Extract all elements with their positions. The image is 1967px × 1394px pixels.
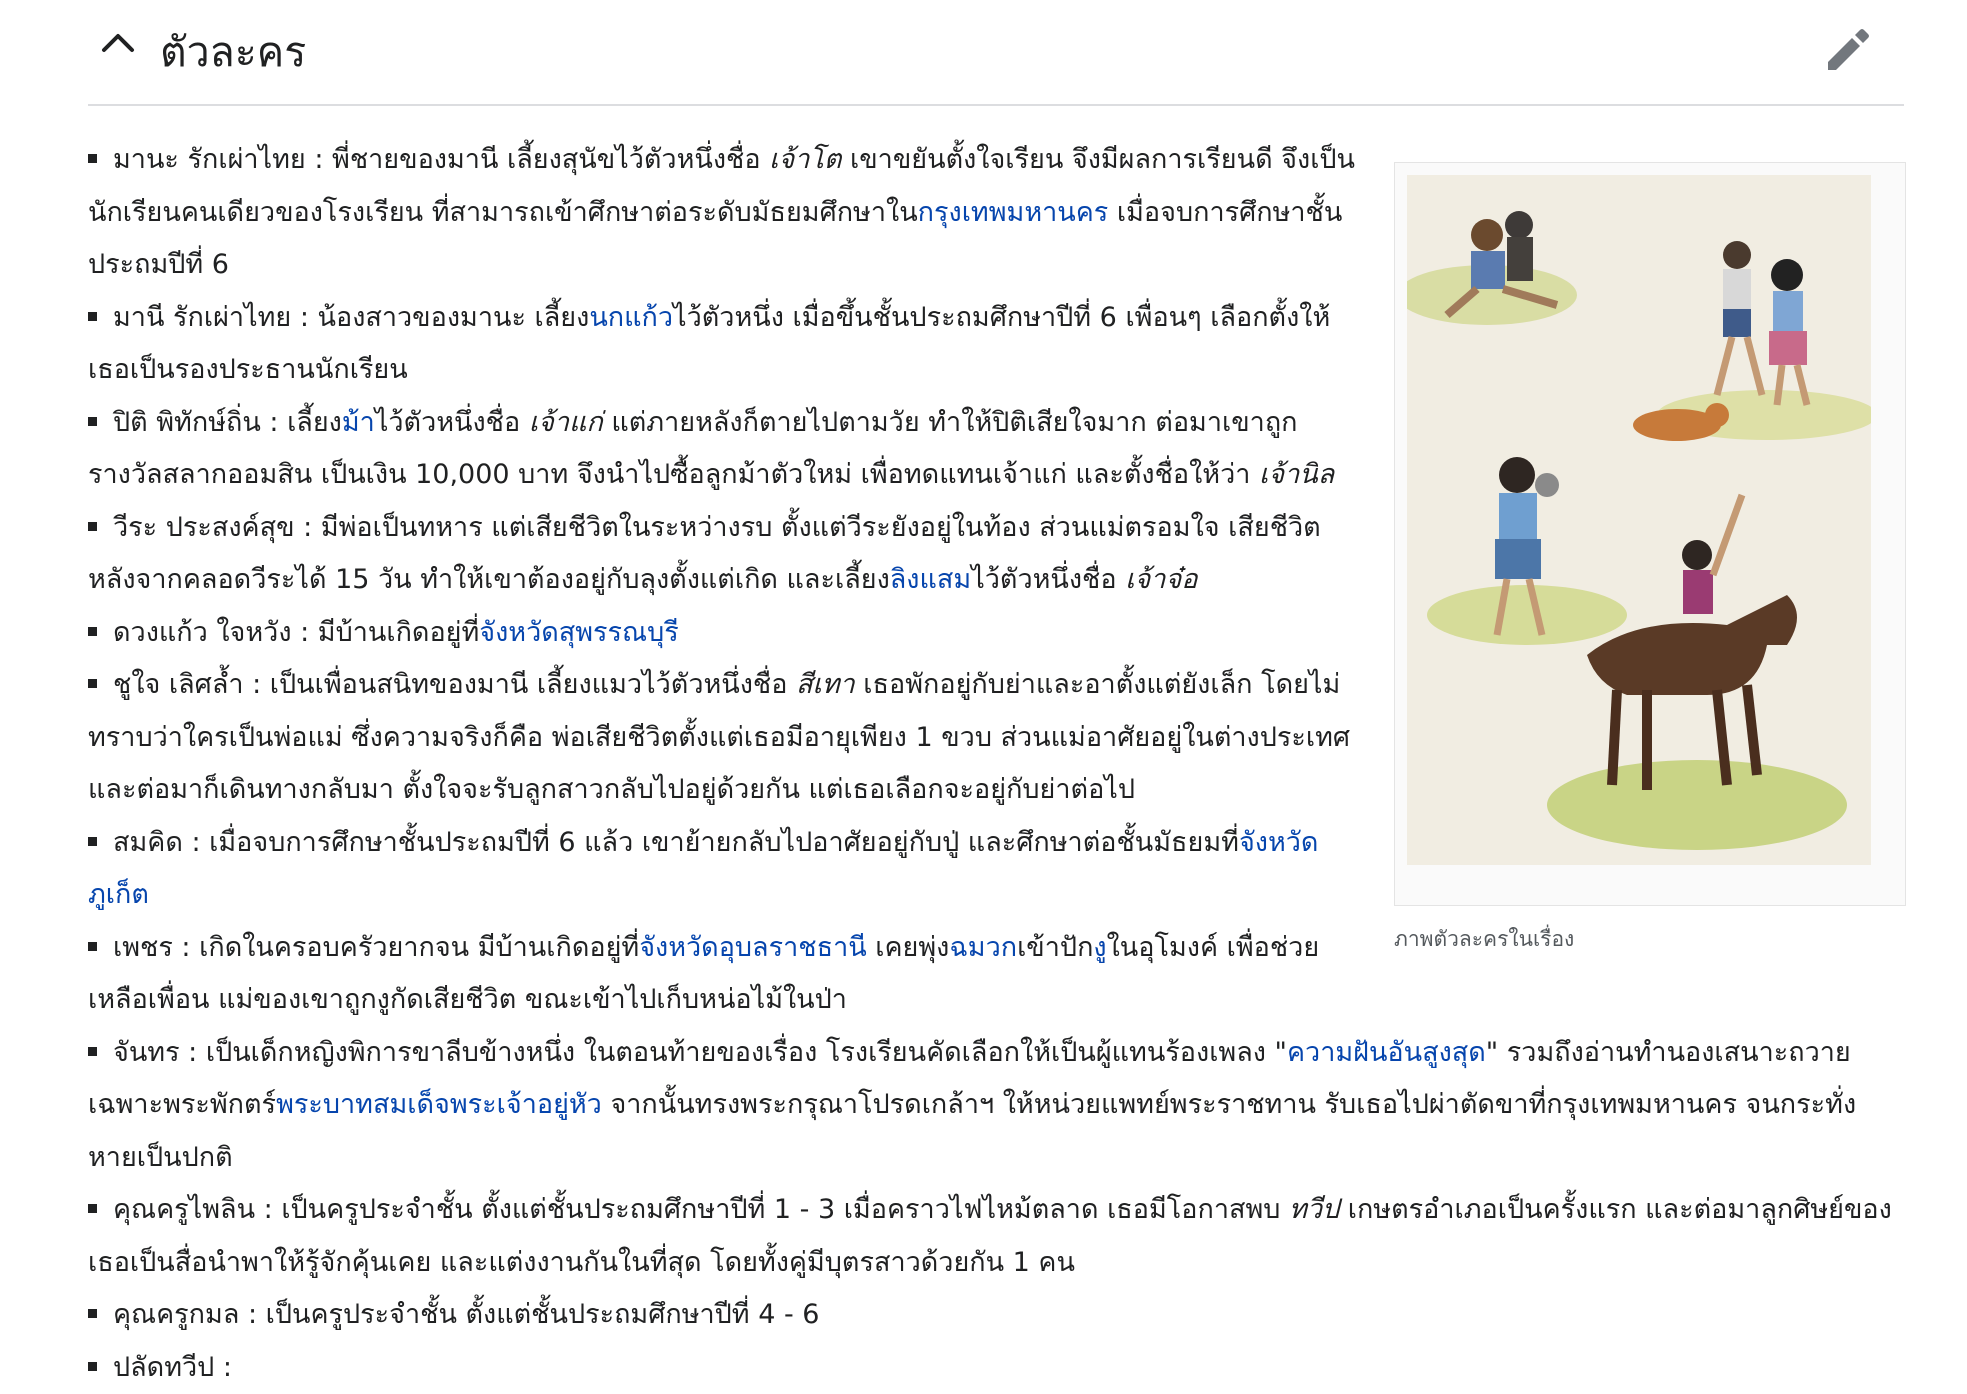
italic-name: ทวีป	[1289, 1194, 1339, 1225]
italic-name: เจ้าโต	[769, 144, 841, 175]
chevron-up-icon[interactable]	[98, 24, 138, 64]
item-text: เธอพักอยู่กับย่าและอาตั้งแต่ยังเล็ก โดยไม่ทราบว่าใครเป็นพ่อแม่ ซึ่งความจริงก็คือ พ่อเสียชีวิตตั้งแต่เธอมีอายุเพียง 1 ขวบ ส่วนแม่อาศัยอยู่ในต่างประเทศ และต่อมาก็เดินทางกลับมา ตั้งใจจะรับลูกสาวกลับไปอยู่ด้วยกัน แต่เธอเลือกจะอยู่กับย่าต่อไป	[88, 669, 1350, 805]
italic-name: เจ้าแก่	[529, 407, 603, 438]
bullet-icon	[88, 1362, 97, 1371]
item-text: ชูใจ เลิศล้ำ : เป็นเพื่อนสนิทของมานี เลี้ยงแมวไว้ตัวหนึ่งชื่อ	[113, 669, 796, 700]
item-text: " รวมถึงอ่านทำนองเสนาะถวาย เฉพาะพระพักตร์	[88, 1037, 1851, 1121]
item-text: คุณครูไพลิน : เป็นครูประจำชั้น ตั้งแต่ชั้นประถมศึกษาปีที่ 1 - 3 เมื่อคราวไฟไหม้ตลาด เธอมีโอกาสพบ	[113, 1194, 1289, 1225]
item-text: เกษตรอำเภอเป็นครั้งแรก และต่อมาลูกศิษย์ของเธอเป็นสื่อนำพาให้รู้จักคุ้นเคย และแต่งงานกันในที่สุด โดยทั้งคู่มีบุตรสาวด้วยกัน 1 คน	[88, 1194, 1892, 1278]
section-title: ตัวละคร	[160, 20, 306, 84]
item-text: คุณครูกมล : เป็นครูประจำชั้น ตั้งแต่ชั้นประถมศึกษาปีที่ 4 - 6	[113, 1299, 819, 1330]
figure	[1394, 162, 1904, 954]
item-text: เคยพุ่ง	[867, 932, 950, 963]
bullet-icon	[88, 522, 97, 531]
list-item	[88, 1184, 1904, 1289]
character-illustration[interactable]	[1407, 175, 1871, 865]
item-text: มานะ รักเผ่าไทย : พี่ชายของมานี เลี้ยงสุนัขไว้ตัวหนึ่งชื่อ	[113, 144, 769, 175]
item-text: สมคิด : เมื่อจบการศึกษาชั้นประถมปีที่ 6 แล้ว เขาย้ายกลับไปอาศัยอยู่กับปู่ และศึกษาต่อชั้นมัธยมที่	[113, 827, 1239, 858]
pencil-icon[interactable]	[1820, 22, 1876, 78]
list-item	[88, 1342, 1904, 1394]
section-content	[88, 134, 1904, 1394]
item-text: มานี รักเผ่าไทย : น้องสาวของมานะ เลี้ยง	[113, 302, 589, 333]
wiki-link[interactable]: ม้า	[342, 407, 375, 438]
wiki-link[interactable]: จังหวัดอุบลราชธานี	[639, 932, 866, 963]
item-text: วีระ ประสงค์สุข : มีพ่อเป็นทหาร แต่เสียชีวิตในระหว่างรบ ตั้งแต่วีระยังอยู่ในท้อง ส่วนแม่ตรอมใจ เสียชีวิตหลังจากคลอดวีระได้ 15 วัน ทำให้เขาต้องอยู่กับลุงตั้งแต่เกิด และเลี้ยง	[88, 512, 1321, 596]
italic-name: สีเทา	[796, 669, 855, 700]
section-header	[88, 0, 1904, 106]
item-text: ปลัดทวีป :	[113, 1352, 232, 1383]
bullet-icon	[88, 417, 97, 426]
item-text: ไว้ตัวหนึ่งชื่อ	[971, 564, 1125, 595]
item-text: เขาขยันตั้งใจเรียน จึงมีผลการเรียนดี จึงเป็นนักเรียนคนเดียวของโรงเรียน ที่สามารถเข้าศึกษาต่อระดับมัธยมศึกษาใน	[88, 144, 1355, 228]
bullet-icon	[88, 679, 97, 688]
wiki-link[interactable]: จังหวัดภูเก็ต	[88, 827, 1318, 911]
wiki-link[interactable]: ฉมวก	[949, 932, 1017, 963]
item-text: เพชร : เกิดในครอบครัวยากจน มีบ้านเกิดอยู่ที่	[113, 932, 639, 963]
wiki-link[interactable]: จังหวัดสุพรรณบุรี	[479, 617, 678, 648]
italic-name: เจ้านิล	[1259, 459, 1334, 490]
item-text: จันทร : เป็นเด็กหญิงพิการขาลีบข้างหนึ่ง ในตอนท้ายของเรื่อง โรงเรียนคัดเลือกให้เป็นผู้แทนร้องเพลง "	[113, 1037, 1287, 1068]
list-item	[88, 1027, 1904, 1185]
bullet-icon	[88, 1309, 97, 1318]
figure-caption: ภาพตัวละครในเรื่อง	[1394, 924, 1904, 954]
item-text: ไว้ตัวหนึ่ง เมื่อขึ้นชั้นประถมศึกษาปีที่ 6 เพื่อนๆ เลือกตั้งให้เธอเป็นรองประธานนักเรียน	[88, 302, 1330, 386]
item-text: เมื่อจบการศึกษาชั้นประถมปีที่ 6	[88, 197, 1342, 281]
bullet-icon	[88, 837, 97, 846]
item-text: ดวงแก้ว ใจหวัง : มีบ้านเกิดอยู่ที่	[113, 617, 479, 648]
wiki-link[interactable]: นกแก้ว	[589, 302, 673, 333]
bullet-icon	[88, 942, 97, 951]
wiki-link[interactable]: กรุงเทพมหานคร	[918, 197, 1109, 228]
wiki-link[interactable]: ความฝันอันสูงสุด	[1287, 1037, 1486, 1068]
wiki-link[interactable]: ลิงแสม	[890, 564, 971, 595]
item-text: แต่ภายหลังก็ตายไปตามวัย ทำให้ปิติเสียใจมาก ต่อมาเขาถูกรางวัลสลากออมสิน เป็นเงิน 10,000 บาท จึงนำไปซื้อลูกม้าตัวใหม่ เพื่อทดแทนเจ้าแก่ และตั้งชื่อให้ว่า	[88, 407, 1298, 491]
item-text: ไว้ตัวหนึ่งชื่อ	[375, 407, 529, 438]
figure-frame	[1394, 162, 1906, 906]
item-text: ในอุโมงค์ เพื่อช่วยเหลือเพื่อน แม่ของเขาถูกงูกัดเสียชีวิต ขณะเข้าไปเก็บหน่อไม้ในป่า	[88, 932, 1319, 1016]
wiki-link[interactable]: งู	[1093, 932, 1106, 963]
bullet-icon	[88, 1047, 97, 1056]
list-item	[88, 1289, 1904, 1342]
item-text: จากนั้นทรงพระกรุณาโปรดเกล้าฯ ให้หน่วยแพทย์พระราชทาน รับเธอไปผ่าตัดขาที่กรุงเทพมหานคร จนกระทั่งหายเป็นปกติ	[88, 1089, 1856, 1173]
bullet-icon	[88, 154, 97, 163]
bullet-icon	[88, 312, 97, 321]
item-text: เข้าปัก	[1017, 932, 1093, 963]
item-text: ปิติ พิทักษ์ถิ่น : เลี้ยง	[113, 407, 342, 438]
bullet-icon	[88, 1204, 97, 1213]
wiki-link[interactable]: พระบาทสมเด็จพระเจ้าอยู่หัว	[276, 1089, 602, 1120]
italic-name: เจ้าจ๋อ	[1125, 564, 1197, 595]
bullet-icon	[88, 627, 97, 636]
